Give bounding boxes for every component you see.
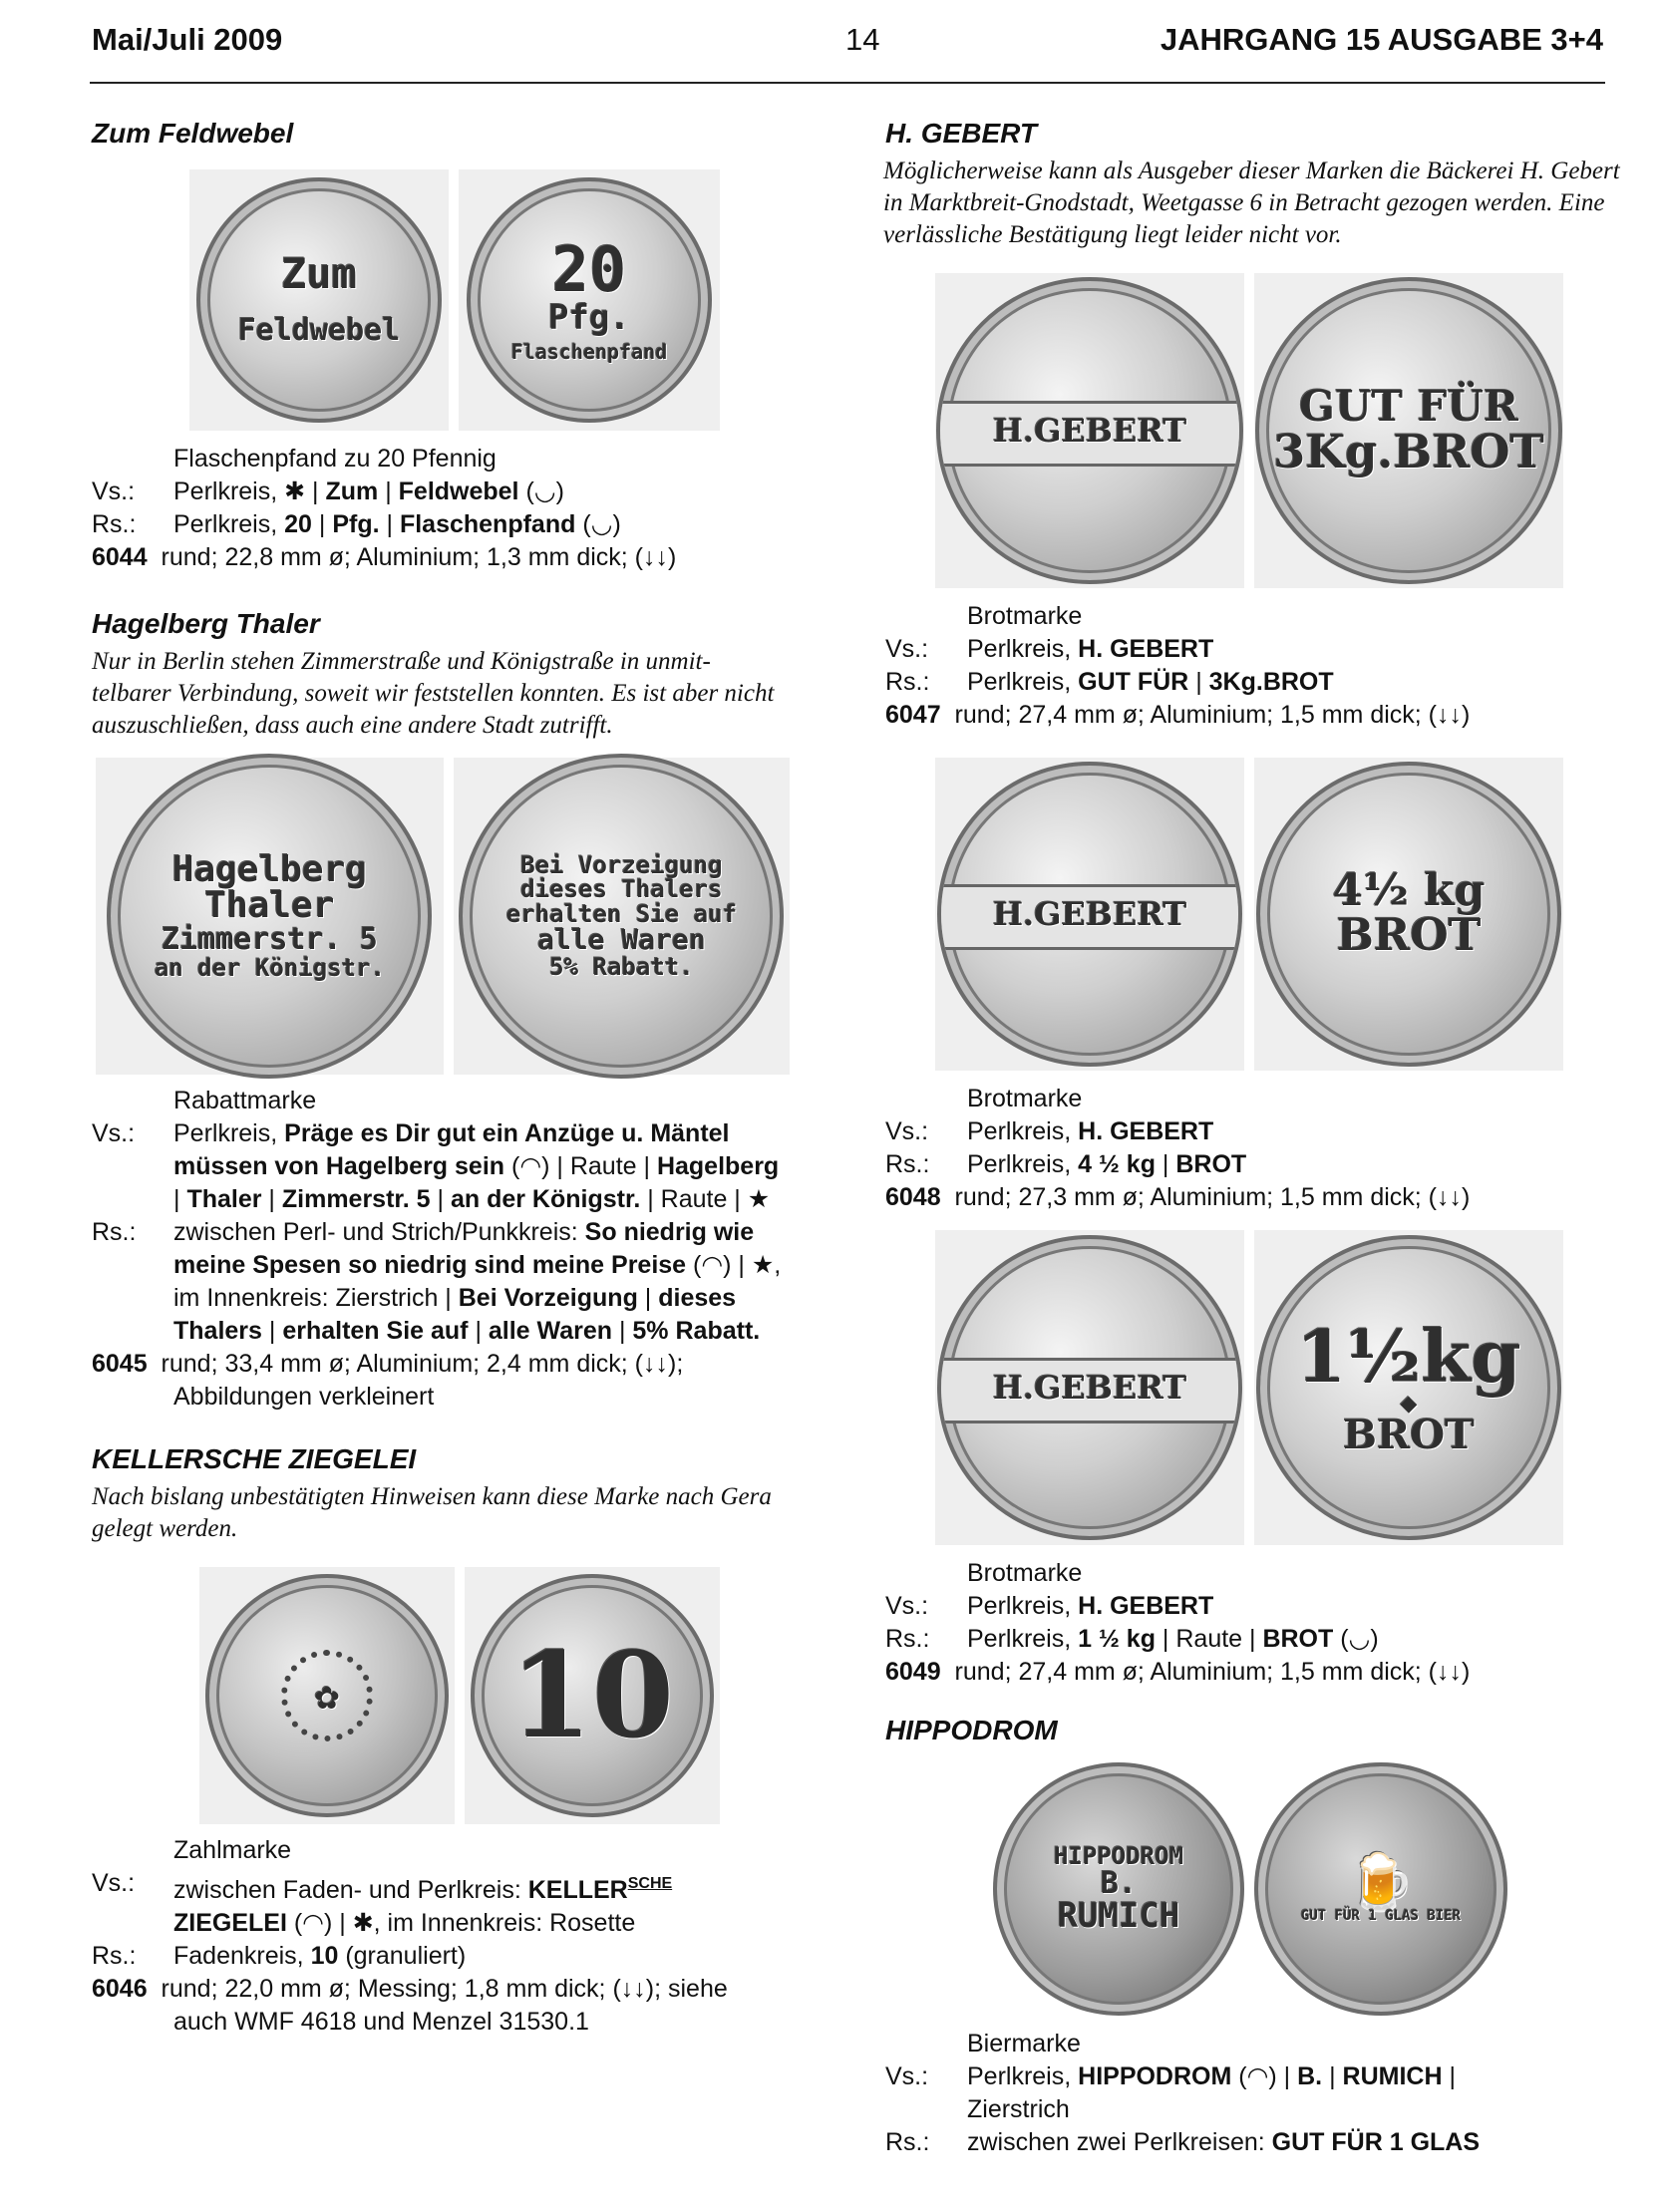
text: Perlkreis, <box>967 1625 1079 1653</box>
spec-text: rund; 22,8 mm ø; Aluminium; 1,3 mm dick; (↓↓) <box>161 543 677 571</box>
text: an der Königstr. <box>450 1185 641 1213</box>
rs-label: Rs.: <box>92 510 137 538</box>
obverse-description <box>92 475 790 508</box>
text: Perlkreis, <box>173 1119 285 1147</box>
spec-text: rund; 27,4 mm ø; Aluminium; 1,5 mm dick; (↓↓) <box>954 1658 1471 1686</box>
coin-text: Bei Vorzeigung <box>520 850 723 879</box>
left-column <box>92 118 790 2039</box>
coin-text: erhalten Sie auf <box>505 899 738 928</box>
text: zwischen Faden- und Perlkreis: <box>173 1876 528 1904</box>
coin-text: 3Kg.BROT <box>1273 424 1544 478</box>
spec-line <box>92 1973 790 2006</box>
entry-title: Rabattmarke <box>173 1087 317 1114</box>
obverse-coin <box>993 1762 1244 2016</box>
text: Perlkreis, <box>967 1117 1079 1145</box>
header-rule <box>90 82 1605 84</box>
entry-6045 <box>92 608 790 1414</box>
coin-text: HIPPODROM <box>1053 1842 1184 1871</box>
header-issue: JAHRGANG 15 AUSGABE 3+4 <box>1160 22 1603 57</box>
coin-text: H.GEBERT <box>992 411 1187 450</box>
vs-label: Vs.: <box>92 477 136 505</box>
entry-description <box>885 2028 1623 2159</box>
reverse-image <box>465 1567 720 1824</box>
obverse-coin <box>107 754 432 1079</box>
text: | <box>261 1185 282 1213</box>
text: zwischen zwei Perlkreisen: <box>967 2128 1272 2156</box>
entry-title: Brotmarke <box>967 1085 1083 1112</box>
entry-title: Brotmarke <box>967 602 1083 630</box>
text: Perlkreis, ✱ | <box>173 477 326 505</box>
text: B. <box>1297 2062 1323 2090</box>
obverse-image <box>189 169 449 431</box>
text: | Raute | ★ <box>640 1185 771 1213</box>
text: (◠) | ★, im Innenkreis: Zierstrich | <box>173 1251 782 1312</box>
reverse-coin <box>1256 1235 1561 1540</box>
vs-label: Vs.: <box>92 1869 136 1897</box>
text: | <box>637 1284 659 1312</box>
entry-description <box>885 1557 1623 1689</box>
entry-title: Biermarke <box>967 2030 1081 2057</box>
header-date: Mai/Juli 2009 <box>92 22 283 57</box>
obverse-coin <box>937 762 1242 1067</box>
obverse-image <box>199 1567 455 1824</box>
entry-description <box>92 1834 790 2039</box>
obverse-image <box>935 273 1244 588</box>
reverse-description <box>92 1216 790 1348</box>
vs-label: Vs.: <box>885 635 929 663</box>
reverse-image <box>1254 1762 1507 2016</box>
spec-line <box>92 541 790 574</box>
text: ZIEGELEI <box>173 1909 287 1937</box>
text: dieses Thalers <box>173 1284 737 1345</box>
text: | <box>1322 2062 1343 2090</box>
text: | <box>468 1317 489 1345</box>
obverse-description <box>92 1867 790 1940</box>
vs-label: Vs.: <box>885 2062 929 2090</box>
text: Perlkreis, <box>967 2062 1079 2090</box>
catalog-number: 6044 <box>92 543 148 571</box>
coin-text: 1½kg <box>1296 1313 1521 1399</box>
spec-text: Abbildungen verkleinert <box>173 1383 435 1411</box>
entry-heading: H. GEBERT <box>885 118 1037 149</box>
entry-heading: HIPPODROM <box>885 1715 1058 1745</box>
text: Perlkreis, <box>967 1592 1079 1620</box>
obverse-description <box>885 1590 1623 1623</box>
coin-text: B. <box>1100 1865 1138 1901</box>
reverse-image <box>459 169 720 431</box>
spec-line <box>885 1656 1623 1689</box>
text: zwischen Perl- und Strich/Punkkreis: <box>173 1218 585 1246</box>
rs-label: Rs.: <box>885 1625 930 1653</box>
coin-text: BROT <box>1336 910 1482 961</box>
text: RUMICH <box>1342 2062 1443 2090</box>
diamond-icon: ◆ <box>1400 1391 1418 1418</box>
coin-images <box>935 273 1623 588</box>
entry-6049 <box>885 1230 1623 1689</box>
entry-title: Brotmarke <box>967 1559 1083 1587</box>
reverse-description <box>92 1940 790 1973</box>
entry-6046 <box>92 1443 790 2039</box>
reverse-coin <box>471 1574 714 1817</box>
text: (granuliert) <box>338 1942 467 1970</box>
entry-6044 <box>92 118 790 574</box>
text: | <box>1155 1150 1176 1178</box>
catalog-number: 6046 <box>92 1975 148 2003</box>
coin-text: Hagelberg <box>171 848 367 890</box>
obverse-coin <box>205 1574 449 1817</box>
entry-heading: Zum Feldwebel <box>92 118 294 149</box>
catalog-number: 6045 <box>92 1350 148 1378</box>
text: Perlkreis, <box>967 1150 1079 1178</box>
coin-text: GUT FÜR 1 GLAS BIER <box>1300 1908 1462 1925</box>
rs-label: Rs.: <box>92 1218 137 1246</box>
text: Perlkreis, <box>967 668 1079 696</box>
reverse-coin <box>467 177 712 423</box>
text: Flaschenpfand <box>399 510 576 538</box>
entry-intro: Nur in Berlin stehen Zimmerstraße und Königstraße in unmit-telbarer Verbindung, soweit wir feststellen konnten. Es ist aber nicht auszuschließen, dass auch eine andere Stadt zutrifft. <box>92 648 775 739</box>
coin-text: H.GEBERT <box>992 894 1187 933</box>
text: | <box>430 1185 451 1213</box>
text: | <box>1442 2062 1456 2090</box>
coin-text: 5% Rabatt. <box>549 952 694 981</box>
entry-intro: Nach bislang unbestätigten Hinweisen kann diese Marke nach Gera gelegt werden. <box>92 1483 772 1542</box>
text: Pfg. <box>332 510 380 538</box>
entry-description <box>92 1085 790 1414</box>
rs-label: Rs.: <box>885 1150 930 1178</box>
text: (◠) | ✱, im Innenkreis: Rosette <box>286 1909 636 1937</box>
text: (◡) <box>518 477 564 505</box>
coin-text: H.GEBERT <box>992 1368 1187 1407</box>
coin-images <box>935 1230 1623 1545</box>
entry-title: Zahlmarke <box>173 1836 292 1864</box>
coin-text: 4½ kg <box>1332 865 1486 917</box>
text: | <box>173 1185 187 1213</box>
coin-text: Pfg. <box>548 298 630 339</box>
coin-text: BROT <box>1343 1411 1475 1458</box>
text: 1 ½ kg <box>1078 1625 1156 1653</box>
coin-text: Zimmerstr. 5 <box>162 922 378 958</box>
rs-label: Rs.: <box>885 2128 930 2156</box>
obverse-coin <box>937 1235 1242 1540</box>
text: Zierstrich <box>967 2095 1070 2123</box>
coin-text: Flaschenpfand <box>510 339 668 364</box>
text: | <box>261 1317 283 1345</box>
coin-text: Feldwebel <box>237 313 401 349</box>
spec-line <box>92 1348 790 1381</box>
coin-text: alle Waren <box>537 923 706 957</box>
entry-description <box>92 443 790 574</box>
reverse-coin <box>1254 1762 1507 2016</box>
text: GUT FÜR <box>1078 668 1189 696</box>
text: 10 <box>310 1942 339 1970</box>
reverse-description <box>92 508 790 541</box>
obverse-coin <box>936 277 1243 584</box>
text: | <box>1188 668 1209 696</box>
obverse-description <box>885 2060 1623 2126</box>
reverse-coin <box>1255 277 1562 584</box>
catalog-number: 6048 <box>885 1183 941 1211</box>
text: H. GEBERT <box>1078 1117 1214 1145</box>
rs-label: Rs.: <box>92 1942 137 1970</box>
entry-title: Flaschenpfand zu 20 Pfennig <box>173 445 497 473</box>
reverse-image <box>1254 273 1563 588</box>
spec-line <box>885 699 1623 732</box>
text: Bei Vorzeigung <box>458 1284 638 1312</box>
spec-text: auch WMF 4618 und Menzel 31530.1 <box>173 2008 589 2036</box>
reverse-description <box>885 1623 1623 1656</box>
spec-text: rund; 33,4 mm ø; Aluminium; 2,4 mm dick; (↓↓); <box>161 1350 684 1378</box>
reverse-description <box>885 666 1623 699</box>
right-column <box>885 118 1623 2159</box>
entry-heading: Hagelberg Thaler <box>92 608 320 639</box>
text: Zum <box>325 477 379 505</box>
text: | Raute | <box>1155 1625 1263 1653</box>
catalog-number: 6049 <box>885 1658 941 1686</box>
coin-text: dieses Thalers <box>520 875 723 904</box>
text: Feldwebel <box>398 477 519 505</box>
text: BROT <box>1262 1625 1334 1653</box>
text: H. GEBERT <box>1078 1592 1214 1620</box>
spec-line <box>885 1181 1623 1214</box>
vs-label: Vs.: <box>885 1592 929 1620</box>
text: | <box>311 510 333 538</box>
text: 20 <box>284 510 312 538</box>
reverse-description <box>885 2126 1623 2159</box>
coin-text: Thaler <box>204 885 335 927</box>
text: KELLER <box>527 1876 628 1904</box>
text: | <box>379 510 400 538</box>
coin-text: GUT FÜR <box>1299 382 1518 432</box>
entry-heading: KELLERSCHE ZIEGELEI <box>92 1443 417 1474</box>
page-number: 14 <box>845 22 880 57</box>
text: alle Waren <box>488 1317 613 1345</box>
entry-description <box>885 600 1623 732</box>
text: Perlkreis, <box>967 635 1079 663</box>
rosette: ✿ <box>281 1650 373 1741</box>
coin-text: an der Königstr. <box>154 953 386 982</box>
spec-text: rund; 27,4 mm ø; Aluminium; 1,5 mm dick; (↓↓) <box>954 701 1471 729</box>
text: GUT FÜR 1 GLAS <box>1271 2128 1481 2156</box>
vs-label: Vs.: <box>92 1119 136 1147</box>
text: So niedrig wie meine Spesen so niedrig sind meine Preise <box>173 1218 755 1279</box>
text: 4 ½ kg <box>1078 1150 1156 1178</box>
entry-6048 <box>885 758 1623 1214</box>
reverse-image <box>1254 758 1563 1071</box>
coin-images <box>935 758 1623 1071</box>
text: 3Kg.BROT <box>1208 668 1334 696</box>
entry-gebert-intro <box>885 118 1623 251</box>
coin-text: 20 <box>551 232 627 306</box>
coin-images <box>96 758 790 1075</box>
text: Zimmerstr. 5 <box>281 1185 431 1213</box>
text: (◠) | Raute | <box>504 1152 657 1180</box>
text: (◠) | <box>1231 2062 1298 2090</box>
reverse-coin <box>459 754 784 1079</box>
spec-text: rund; 22,0 mm ø; Messing; 1,8 mm dick; (↓↓); siehe <box>161 1975 728 2003</box>
text: HIPPODROM <box>1078 2062 1232 2090</box>
superscript: SCHE <box>627 1875 673 1892</box>
rs-label: Rs.: <box>885 668 930 696</box>
coin-images <box>189 169 790 431</box>
entry-intro: Möglicherweise kann als Ausgeber dieser Marken die Bäckerei H. Gebert in Marktbreit-Gnodstadt, Weetgasse 6 in Betracht gezogen werden. Eine verlässliche Bestätigung liegt leider nicht vor. <box>883 158 1620 248</box>
entry-6047 <box>885 273 1623 732</box>
vs-label: Vs.: <box>885 1117 929 1145</box>
reverse-description <box>885 1148 1623 1181</box>
text: (◡) <box>1333 1625 1379 1653</box>
coin-images <box>993 1762 1623 2016</box>
obverse-image <box>993 1762 1244 2016</box>
text: (◡) <box>575 510 621 538</box>
obverse-image <box>935 1230 1244 1545</box>
catalog-number: 6047 <box>885 701 941 729</box>
text: Hagelberg <box>656 1152 780 1180</box>
text: erhalten Sie auf <box>282 1317 469 1345</box>
text: Präge es Dir gut ein Anzüge u. Mäntel müssen von Hagelberg sein <box>173 1119 730 1180</box>
coin-images <box>199 1567 790 1824</box>
reverse-coin <box>1256 762 1561 1067</box>
text: BROT <box>1175 1150 1247 1178</box>
obverse-description <box>885 633 1623 666</box>
coin-text: RUMICH <box>1057 1896 1180 1937</box>
text: | <box>378 477 399 505</box>
obverse-description <box>885 1115 1623 1148</box>
coin-text: Zum <box>281 249 357 299</box>
spec-text: rund; 27,3 mm ø; Aluminium; 1,5 mm dick; (↓↓) <box>954 1183 1471 1211</box>
text: Thaler <box>186 1185 262 1213</box>
obverse-coin <box>196 177 442 423</box>
text: H. GEBERT <box>1078 635 1214 663</box>
text: Fadenkreis, <box>173 1942 311 1970</box>
entry-hippodrom <box>885 1715 1623 2159</box>
beer-mug-icon: 🍺 <box>1347 1850 1415 1914</box>
text: 5% Rabatt. <box>632 1317 761 1345</box>
text: | <box>612 1317 633 1345</box>
reverse-image <box>1254 1230 1563 1545</box>
obverse-image <box>935 758 1244 1071</box>
text: Perlkreis, <box>173 510 285 538</box>
obverse-description <box>92 1117 790 1216</box>
reverse-image <box>454 758 790 1075</box>
coin-text: 10 <box>509 1625 675 1764</box>
obverse-image <box>96 758 444 1075</box>
entry-description <box>885 1083 1623 1214</box>
